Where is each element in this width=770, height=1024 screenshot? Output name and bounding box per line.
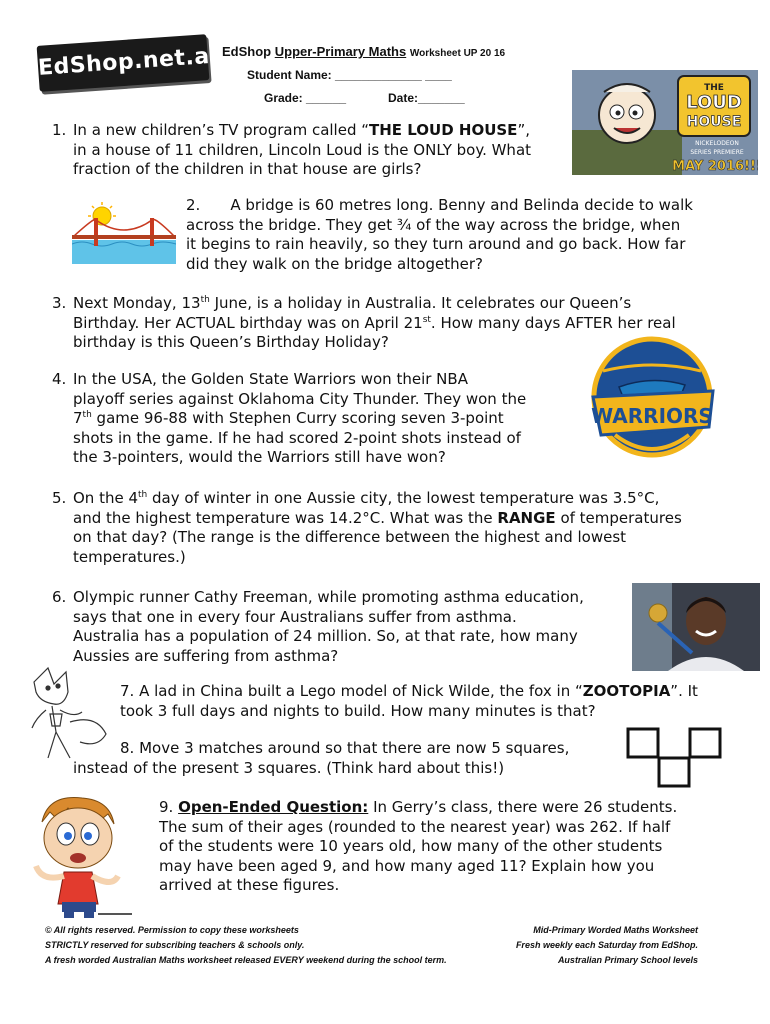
boy-cartoon-image [28,792,138,920]
q5-text-a: On the 4 [73,489,139,507]
footer-left-line3: A fresh worded Australian Maths worksheet released EVERY weekend during the school term. [45,955,447,965]
bridge-image [72,200,176,264]
q5-text-c: and the highest temperature was 14.2°C. What was the [73,508,498,527]
header-worksheet: Worksheet UP 20 16 [409,48,506,59]
q8-number: 8. [120,739,135,757]
question-6 [73,588,633,666]
footer-left [45,923,515,968]
q6-number: 6. [52,588,67,606]
student-name-line: Student Name: _____________ ____ [247,68,452,82]
q7-number: 7. [120,682,135,700]
loud-house-line3: HOUSE [686,114,742,130]
q3-sup2: st [422,314,431,325]
q9-line2: The sum of their ages (rounded to the nearest year) was 262. If half [159,817,671,836]
q4-number: 4. [52,370,67,388]
q5-text-d: of temperatures [555,508,682,527]
q1-line2: in a house of 11 children, Lincoln Loud is the ONLY boy. What [73,140,532,159]
cathy-freeman-photo [632,583,760,671]
q6-line4: Aussies are suffering from asthma? [73,646,339,665]
loud-house-sub2: SERIES PREMIERE [690,149,744,156]
q3-sup1: th [200,295,210,305]
q4-text-a: 7 [73,409,83,427]
q9-number: 9. [159,798,174,816]
q2-number: 2. [186,196,201,214]
q3-text-c: Birthday. Her ACTUAL birthday was on April 21 [73,313,423,332]
q6-line2: says that one in every four Australians suffer from asthma. [73,607,517,626]
q5-text-b: day of winter in one Aussie city, the lowest temperature was 3.5°C, [147,489,660,507]
q3-number: 3. [52,294,67,312]
q5-line4: temperatures.) [73,547,186,566]
footer-right-line1: Mid-Primary Worded Maths Worksheet [533,925,698,935]
worksheet-header [222,44,582,59]
q4-line4: shots in the game. If he had scored 2-point shots instead of [73,428,521,447]
footer-right-line2: Fresh weekly each Saturday from EdShop. [515,940,698,950]
question-4 [73,370,573,468]
q9-line3: of the students were 10 years old, how many of the other students [159,837,663,855]
q1-number: 1. [52,121,67,139]
q8-line1: Move 3 matches around so that there are now 5 squares, [139,739,570,757]
warriors-logo [585,335,720,468]
q7-line2: took 3 full days and nights to build. How many minutes is that? [120,701,596,720]
q1-line3: fraction of the children in that house are girls? [73,160,422,178]
grade-line: Grade: ______ [264,91,347,105]
question-5 [73,489,763,567]
date-line: Date:_______ [388,91,465,105]
q8-line2: instead of the present 3 squares. (Think hard about this!) [73,758,505,777]
q2-line1: A bridge is 60 metres long. Benny and Belinda decide to walk [230,196,693,214]
q3-line3: birthday is this Queen’s Birthday Holiday? [73,333,389,351]
q4-line5: the 3-pointers, would the Warriors still have won? [73,448,446,466]
q4-line1: In the USA, the Golden State Warriors won their NBA [73,370,468,388]
question-1 [73,121,573,180]
q5-line3: on that day? (The range is the difference between the highest and lowest [73,528,627,546]
footer-left-line2: STRICTLY reserved for subscribing teachers & schools only. [45,940,305,950]
q1-text-a: In a new children’s TV program called “ [73,121,370,139]
q5-number: 5. [52,489,67,507]
footer-left-line1: © All rights reserved. Permission to copy these worksheets [45,925,299,935]
q9-label: Open-Ended Question: [178,798,369,816]
header-brand: EdShop [222,44,272,59]
q4-line2: playoff series against Oklahoma City Thunder. They won the [73,389,527,408]
q7-text-c: ”. It [670,682,698,700]
q3-text-d: . How many days AFTER her real [430,313,676,332]
question-9 [159,798,759,896]
footer-right [470,923,698,968]
warriors-text: WARRIORS [591,404,713,428]
q4-sup: th [82,410,92,420]
q2-line3: it begins to rain heavily, so they turn around and go back. How far [186,235,686,253]
q6-line1: Olympic runner Cathy Freeman, while promoting asthma education, [73,588,584,606]
edshop-logo [37,34,227,92]
q9-line5: arrived at these figures. [159,876,340,894]
question-7 [120,682,740,721]
loud-house-image [572,70,758,175]
q4-text-b: game 96-88 with Stephen Curry scoring seven 3-point [91,409,504,427]
q7-zootopia: ZOOTOPIA [582,682,671,700]
loud-house-date: MAY 2016!!! [672,159,758,174]
question-2 [186,196,746,274]
header-title: Upper-Primary Maths [274,44,407,59]
q3-text-a: Next Monday, 13 [73,294,201,312]
footer-right-line3: Australian Primary School levels [557,955,698,965]
q6-line3: Australia has a population of 24 million. So, at that rate, how many [73,627,578,645]
q1-text-c: ”, [517,121,530,139]
logo-text: EdShop.net.au [37,42,227,81]
q2-line4: did they walk on the bridge altogether? [186,254,483,273]
question-8 [73,739,633,778]
q2-line2: across the bridge. They get ¾ of the way across the bridge, when [186,215,681,234]
q9-line1: In Gerry’s class, there were 26 students. [368,798,678,816]
q5-range-word: RANGE [497,508,556,527]
q5-sup: th [138,490,148,500]
loud-house-line1: THE [704,83,724,93]
loud-house-sub1: NICKELODEON [695,140,739,147]
q7-text-a: A lad in China built a Lego model of Nick Wilde, the fox in “ [139,682,583,700]
matches-puzzle [626,727,724,789]
q1-show-title: THE LOUD HOUSE [369,121,518,139]
q3-text-b: June, is a holiday in Australia. It celebrates our Queen’s [209,294,632,312]
loud-house-line2: LOUD [686,92,742,113]
q9-line4: may have been aged 9, and how many aged 11? Explain how you [159,856,655,875]
